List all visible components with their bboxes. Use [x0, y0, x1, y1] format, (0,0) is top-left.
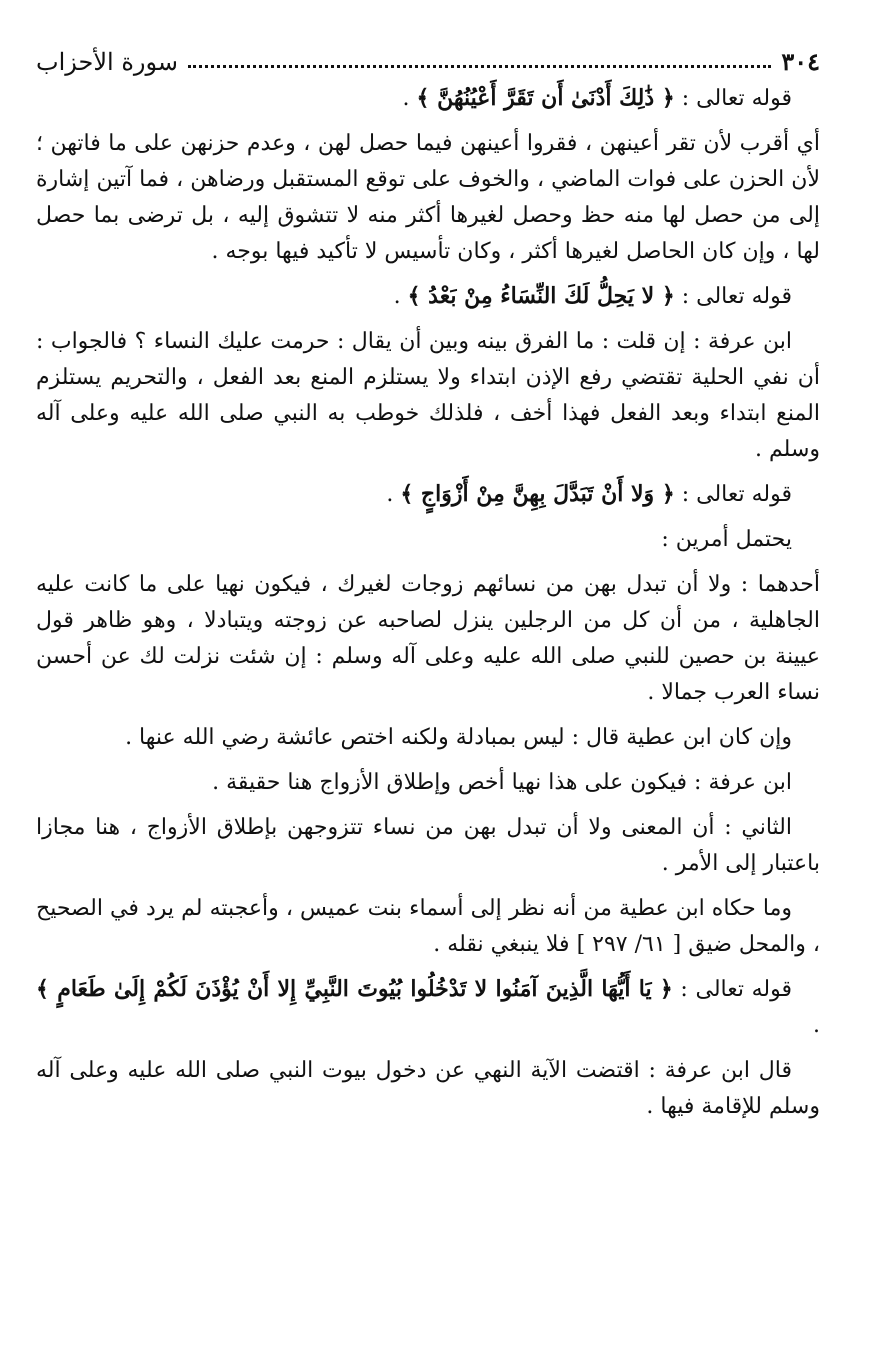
paragraph-text: يحتمل أمرين : [661, 527, 792, 552]
paragraph-text: . [813, 1013, 820, 1038]
paragraph [36, 476, 820, 513]
page [36, 38, 820, 1133]
paragraph-text: . [393, 284, 408, 309]
paragraph [36, 809, 820, 882]
paragraph-lead: قوله تعالى : [672, 977, 792, 1002]
running-title: سورة الأحزاب [36, 48, 178, 76]
paragraph-text: . [402, 86, 417, 111]
paragraph-lead: قوله تعالى : [674, 86, 792, 111]
paragraph [36, 971, 820, 1044]
page-number: ٣٠٤ [781, 47, 820, 76]
paragraph-text: أي أقرب لأن تقر أعينهن ، فقروا أعينهن فيما حصل لهن ، وعدم حزنهن على ما فاتهن ؛ لأن الحزن على فوات الماضي ، والخوف على توقع المستقبل ورضاهن ، فما آتين إشارة إلى من حصل لها منه حظ وحصل لغيرها أكثر منه لا تتشوق إليه ، بل ترضى بما حصل لها ، وإن كان الحاصل لغيرها أكثر ، وكان تأسيس لا تأكيد فيها بوجه . [36, 131, 820, 264]
paragraph-text: وإن كان ابن عطية قال : ليس بمبادلة ولكنه اختص عائشة رضي الله عنها . [125, 725, 792, 750]
paragraph-text: ابن عرفة : إن قلت : ما الفرق بينه وبين أن يقال : حرمت عليك النساء ؟ فالجواب : أن نفي الحلية تقتضي رفع الإذن ابتداء ولا يستلزم المنع بعد الفعل ، والتحريم يستلزم المنع ابتداء وبعد الفعل فهذا أخف ، فلذلك خوطب به النبي صلى الله عليه وعلى آله وسلم . [36, 329, 820, 462]
paragraph-text: ابن عرفة : فيكون على هذا نهيا أخص وإطلاق الأزواج هنا حقيقة . [212, 770, 792, 795]
paragraph [36, 323, 820, 468]
page-header [36, 38, 820, 76]
paragraph [36, 1052, 820, 1125]
paragraph [36, 521, 820, 558]
paragraph [36, 80, 820, 117]
paragraph [36, 566, 820, 711]
paragraph-text: أحدهما : ولا أن تبدل بهن من نسائهم زوجات لغيرك ، فيكون نهيا على ما كانت عليه الجاهلية ، من أن كل من الرجلين ينزل لصاحبه عن زوجته ويتبادلا ، وهو ظاهر قول عيينة بن حصين للنبي صلى الله عليه وعلى آله وسلم : إن شئت نزلت لك عن أحسن نساء العرب جمالا . [36, 572, 820, 705]
body-text [36, 80, 820, 1125]
paragraph-text: . [386, 482, 401, 507]
paragraph-text: الثاني : أن المعنى ولا أن تبدل بهن من نساء تتزوجهن بإطلاق الأزواج ، هنا مجازا باعتبار إلى الأمر . [36, 815, 820, 876]
quran-verse: ﴿ يَا أَيُّهَا الَّذِينَ آمَنُوا لا تَدْخُلُوا بُيُوتَ النَّبِيِّ إِلا أَنْ يُؤْذَنَ لَكُمْ إِلَىٰ طَعَامٍ ﴾ [36, 976, 673, 1002]
paragraph [36, 764, 820, 801]
paragraph-text: قال ابن عرفة : اقتضت الآية النهي عن دخول بيوت النبي صلى الله عليه وعلى آله وسلم للإقامة فيها . [36, 1058, 820, 1119]
quran-verse: ﴿ ذَٰلِكَ أَدْنَىٰ أَن تَقَرَّ أَعْيُنُهُنَّ ﴾ [416, 85, 675, 111]
paragraph [36, 719, 820, 756]
paragraph [36, 890, 820, 963]
paragraph-lead: قوله تعالى : [674, 482, 792, 507]
quran-verse: ﴿ لا يَحِلُّ لَكَ النِّسَاءُ مِنْ بَعْدُ ﴾ [407, 283, 675, 309]
paragraph-lead: قوله تعالى : [674, 284, 792, 309]
paragraph-text: وما حكاه ابن عطية من أنه نظر إلى أسماء بنت عميس ، وأعجبته لم يرد في الصحيح ، والمحل ضيق [ ٦١/ ٢٩٧ ] فلا ينبغي نقله . [36, 896, 820, 957]
quran-verse: ﴿ وَلا أَنْ تَبَدَّلَ بِهِنَّ مِنْ أَزْوَاجٍ ﴾ [400, 481, 675, 507]
header-dotted-rule [188, 65, 771, 68]
paragraph [36, 278, 820, 315]
paragraph [36, 125, 820, 270]
